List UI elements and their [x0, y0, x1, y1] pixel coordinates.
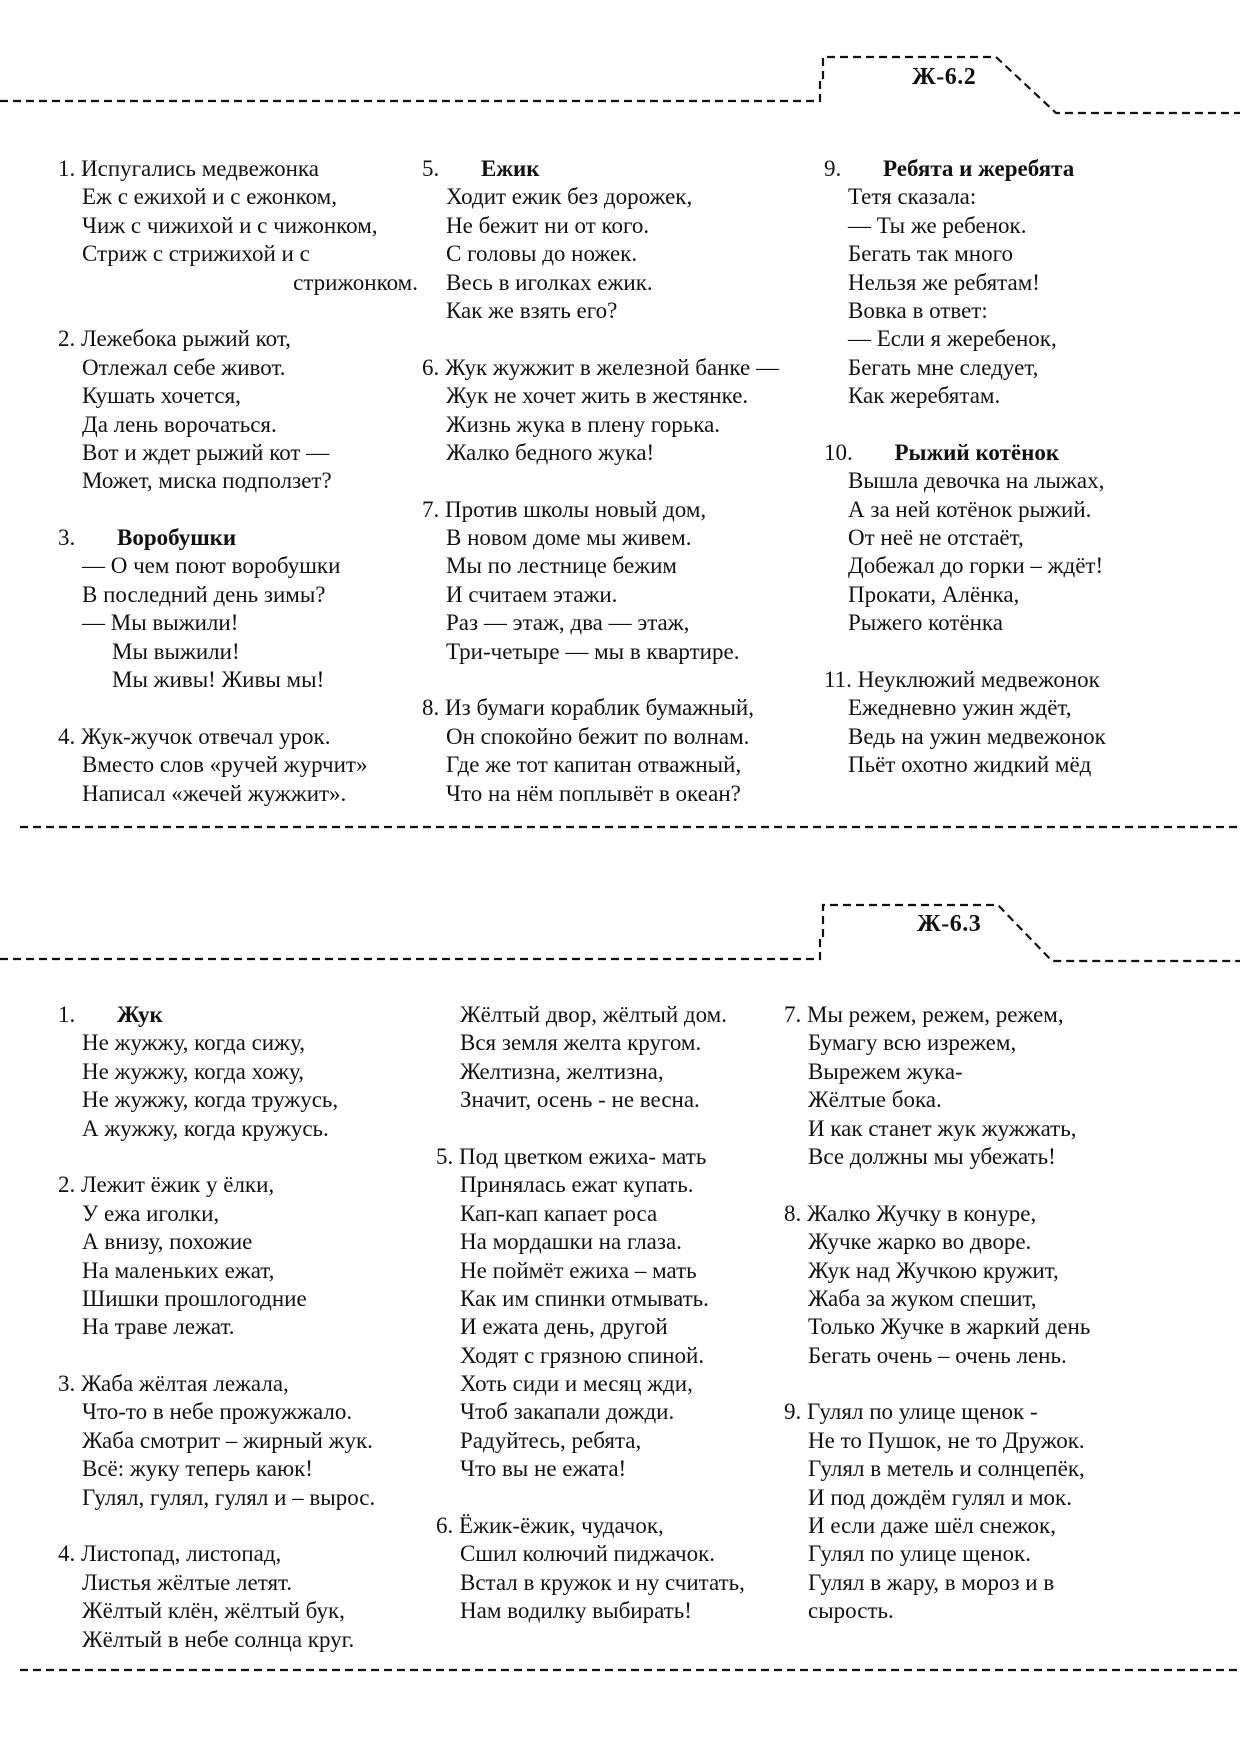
poem-line: Прокати, Алёнка, — [848, 581, 1020, 607]
poem-line: Отлежал себе живот. — [82, 354, 286, 380]
poem-line: Раз — этаж, два — этаж, — [446, 610, 690, 636]
poem-line: Шишки прошлогодние — [82, 1285, 307, 1311]
poem-line: Да лень ворочаться. — [82, 411, 277, 437]
poem-line: Гулял в метель и солнцепёк, — [808, 1456, 1085, 1482]
poem-first-row — [58, 1370, 438, 1398]
column-3 — [784, 1001, 1224, 1654]
poem-title: Рыжий котёнок — [894, 439, 1060, 465]
poem-line: Лежит ёжик у ёлки, — [81, 1172, 275, 1198]
poem-line: А за ней котёнок рыжий. — [848, 496, 1092, 522]
poem-line: Нам водилку выбирать! — [460, 1598, 692, 1624]
poem-line: Бегать мне следует, — [848, 354, 1039, 380]
poem-number: 9. — [784, 1399, 802, 1425]
poem-line-row — [58, 1427, 438, 1455]
poem-line: Жаба за жуком спешит, — [808, 1285, 1037, 1311]
poem-line: Пьёт охотно жидкий мёд — [848, 752, 1092, 778]
poem-line-row — [58, 1398, 438, 1426]
poem-line: С головы до ножек. — [446, 241, 638, 267]
poem-line: Листья жёлтые летят. — [82, 1569, 293, 1595]
poem-line: Что вы не ежата! — [460, 1456, 627, 1482]
poem-line: Гулял, гулял, гулял и – вырос. — [82, 1484, 376, 1510]
poem-line: Встал в кружок и ну считать, — [460, 1569, 745, 1595]
poem-line: У ежа иголки, — [82, 1200, 220, 1226]
poem-line-row — [58, 1313, 438, 1341]
poem-number: 6. — [422, 354, 440, 380]
poem-title: Ребята и жеребята — [883, 156, 1075, 181]
poem-line-row — [436, 1200, 816, 1228]
poem-line: Чиж с чижихой и с чижонком, — [82, 212, 378, 238]
poem-line-row — [436, 1313, 816, 1341]
poem-number: 5. — [422, 156, 440, 181]
poem-line-row — [436, 1228, 816, 1256]
poem-line: Гулял в жару, в мороз и в — [808, 1569, 1055, 1595]
poem-line: А жужжу, когда кружусь. — [82, 1115, 329, 1141]
poem-line-row — [58, 1626, 438, 1654]
poem-line: Бегать очень – очень лень. — [808, 1342, 1067, 1368]
poem-line: Жаба смотрит – жирный жук. — [82, 1427, 373, 1453]
poem-line: Жёлтый клён, жёлтый бук, — [82, 1598, 345, 1624]
poem-line: — Мы выжили! — [82, 610, 239, 636]
poem — [436, 1001, 816, 1115]
poem-line: Нельзя же ребятам! — [848, 269, 1040, 295]
poem-line: Стриж с стрижихой и с — [82, 241, 310, 267]
poem-line: Жаба жёлтая лежала, — [81, 1371, 289, 1397]
poem-first-row — [436, 1001, 816, 1029]
poem-first-row — [784, 1200, 1224, 1228]
poem-line: На траве лежат. — [82, 1314, 235, 1340]
poem-line: Кап-кап капает роса — [460, 1200, 658, 1226]
poem-line: Ёжик-ёжик, чудачок, — [459, 1513, 664, 1539]
poem-number: 7. — [784, 1002, 802, 1027]
poem-line: Всё: жуку теперь каюк! — [82, 1456, 313, 1482]
poem-line: Жучке жарко во дворе. — [808, 1229, 1032, 1255]
poem-line: Жёлтый в небе солнца круг. — [82, 1626, 355, 1652]
poem-number: 8. — [784, 1200, 802, 1226]
poem-number: 10. — [824, 439, 853, 465]
poem-line: Мы живы! Живы мы! — [112, 667, 325, 693]
poem-number: 5. — [436, 1143, 454, 1169]
poem-first-row — [436, 1143, 816, 1171]
poem-number: 3. — [58, 1371, 76, 1397]
poem-line: Неуклюжий медвежонок — [857, 667, 1100, 693]
poem-line-row — [784, 1029, 1224, 1057]
poem-line-row — [58, 1285, 438, 1313]
poem-line: Гулял по улице щенок. — [808, 1541, 1031, 1567]
poem-line-row — [784, 1086, 1224, 1114]
poem-line: Не жужжу, когда хожу, — [82, 1058, 304, 1084]
poem-line: Жалко бедного жука! — [446, 439, 655, 465]
poem-line: Три-четыре — мы в квартире. — [446, 638, 740, 664]
card-code: Ж-6.2 — [912, 64, 977, 90]
poem-first-row — [58, 1001, 438, 1029]
poem-line: Жук-жучок отвечал урок. — [81, 723, 331, 749]
poem-line-row — [784, 1342, 1224, 1370]
poem-line: На маленьких ежат, — [82, 1257, 275, 1283]
poem-line: Рыжего котёнка — [848, 610, 1003, 636]
poem-title: Жук — [117, 1002, 163, 1027]
poem-line-row — [436, 1086, 816, 1114]
poem-first-row — [58, 1171, 438, 1199]
poem-line-row — [58, 1115, 438, 1143]
poem-line: — Ты же ребенок. — [848, 212, 1027, 238]
poem-line-row — [784, 1143, 1224, 1171]
poem-first-row — [58, 1540, 438, 1568]
poem-title: Ежик — [481, 156, 540, 181]
poem-line: Листопад, листопад, — [81, 1541, 282, 1567]
poem-number: 11. — [824, 667, 852, 693]
poem-line: Может, миска подползет? — [82, 468, 332, 494]
poem-line: И как станет жук жужжать, — [808, 1115, 1077, 1141]
poem-line-row — [784, 1285, 1224, 1313]
poem-line: Лежебока рыжий кот, — [81, 326, 291, 352]
card-code: Ж-6.3 — [917, 911, 982, 937]
poem-line: Весь в иголках ежик. — [446, 269, 653, 295]
poem-number: 1. — [58, 1002, 76, 1027]
poem-line: И ежата день, другой — [460, 1314, 668, 1340]
poem-line: Как им спинки отмывать. — [460, 1285, 709, 1311]
poem-line-row — [58, 1484, 438, 1512]
poem-number: 8. — [422, 695, 440, 721]
card-bottom-dashed-rule — [0, 1667, 1240, 1673]
poem-line: Жук не хочет жить в жестянке. — [446, 383, 749, 409]
poem-line-row — [436, 1058, 816, 1086]
poem-line-row — [436, 1342, 816, 1370]
poem-number: 6. — [436, 1513, 454, 1539]
poem-line: Ходят с грязною спиной. — [460, 1342, 705, 1368]
poem-line: В новом доме мы живем. — [446, 525, 692, 551]
poem-line: Кушать хочется, — [82, 383, 241, 409]
poem-line: Все должны мы убежать! — [808, 1143, 1056, 1169]
poem-line: Сшил колючий пиджачок. — [460, 1541, 715, 1567]
poem-line: Ведь на ужин медвежонок — [848, 723, 1106, 749]
poem-line: Жизнь жука в плену горька. — [446, 411, 721, 437]
poem-line: Испугались медвежонка — [81, 156, 319, 181]
poem-line: Как жеребятам. — [848, 383, 1001, 409]
poem-line: Жёлтый двор, жёлтый дом. — [460, 1002, 727, 1027]
poem-line-row — [784, 1597, 1224, 1625]
poem-line: Ежедневно ужин ждёт, — [848, 695, 1072, 721]
poem-line: Вовка в ответ: — [848, 297, 988, 323]
poem-line: Не жужжу, когда тружусь, — [82, 1087, 339, 1113]
poem-line: Жалко Жучку в конуре, — [807, 1200, 1037, 1226]
poem-line: Из бумаги кораблик бумажный, — [445, 695, 754, 721]
poem-title: Воробушки — [117, 525, 237, 551]
poem-line-row — [436, 1285, 816, 1313]
poem-line-row — [784, 1313, 1224, 1341]
poem-line: От неё не отстаёт, — [848, 525, 1024, 551]
poem-line: Вырежем жука- — [808, 1058, 963, 1084]
poem-first-row — [784, 1001, 1224, 1029]
poem-number: 3. — [58, 525, 76, 551]
poem-line: Не поймёт ежиха – мать — [460, 1257, 697, 1283]
poem-line: Добежал до горки – ждёт! — [848, 553, 1104, 579]
poem-line-row — [784, 1228, 1224, 1256]
poem-line-row — [58, 1200, 438, 1228]
poem-line: — Если я жеребенок, — [848, 326, 1057, 352]
poem-line-row — [58, 1086, 438, 1114]
column-2 — [436, 1001, 816, 1654]
poem-number: 2. — [58, 1172, 76, 1198]
poem-line: Что на нём поплывёт в океан? — [446, 780, 741, 806]
poem-line: Жук жужжит в железной банке — — [445, 354, 779, 380]
poem-line-row — [784, 1455, 1224, 1483]
poem-line: Принялась ежат купать. — [460, 1172, 694, 1198]
poem-line: Против школы новый дом, — [445, 496, 707, 522]
poem-line-row — [58, 1257, 438, 1285]
poem-number: 9. — [824, 156, 842, 181]
poem-line-row — [436, 1427, 816, 1455]
poem — [58, 1370, 438, 1512]
poem-line: Вместо слов «ручей журчит» — [82, 752, 368, 778]
poem-line: Не то Пушок, не то Дружок. — [808, 1427, 1085, 1453]
poem-line: Бегать так много — [848, 241, 1013, 267]
poem-line: Как же взять его? — [446, 297, 618, 323]
poem-line-row — [436, 1370, 816, 1398]
poem — [784, 1398, 1224, 1625]
poem — [784, 1001, 1224, 1171]
poem-line: Только Жучке в жаркий день — [808, 1314, 1091, 1340]
poem-line: Жёлтые бока. — [808, 1087, 942, 1113]
poem — [436, 1512, 816, 1626]
poem-line-row — [58, 1569, 438, 1597]
column-1 — [58, 1001, 438, 1682]
poem-first-row — [436, 1512, 816, 1540]
poem-line-row — [784, 1427, 1224, 1455]
poem-line-row — [784, 1058, 1224, 1086]
poem-line-row — [58, 1058, 438, 1086]
poem-line-row — [58, 1455, 438, 1483]
poem-line: Бумагу всю изрежем, — [808, 1030, 1017, 1056]
poem-line: Под цветком ежиха- мать — [459, 1143, 707, 1169]
poem — [784, 1200, 1224, 1370]
poem-line: Мы по лестнице бежим — [446, 553, 677, 579]
poem-number: 4. — [58, 1541, 76, 1567]
poem-line: сырость. — [808, 1598, 894, 1624]
poem-line: Вот и ждет рыжий кот — — [82, 439, 330, 465]
poem-number: 2. — [58, 326, 76, 352]
poem-line: — О чем поют воробушки — [82, 553, 341, 579]
poem-line-row — [784, 1512, 1224, 1540]
poem-line-row — [436, 1569, 816, 1597]
poem-line-row — [436, 1171, 816, 1199]
poem-number: 1. — [58, 156, 76, 181]
poem-line: Хоть сиди и месяц жди, — [460, 1371, 693, 1397]
poem-line: И если даже шёл снежок, — [808, 1513, 1056, 1539]
poem-line-row — [436, 1597, 816, 1625]
poem — [58, 1171, 438, 1341]
poem-line: А внизу, похожие — [82, 1229, 253, 1255]
poem-line-row — [436, 1540, 816, 1568]
poem-line: В последний день зимы? — [82, 581, 326, 607]
poem-number: 4. — [58, 723, 76, 749]
poem-first-row — [784, 1398, 1224, 1426]
poem — [58, 1001, 438, 1143]
poem-line: Не жужжу, когда сижу, — [82, 1030, 305, 1056]
poem-line-row — [784, 1484, 1224, 1512]
poem-line: Радуйтесь, ребята, — [460, 1427, 642, 1453]
poem-number: 7. — [422, 496, 440, 522]
poem-line: Желтизна, желтизна, — [460, 1058, 664, 1084]
poem-line-row — [784, 1257, 1224, 1285]
poem-line-row — [58, 1597, 438, 1625]
poem-line: Где же тот капитан отважный, — [446, 752, 742, 778]
poem-line: Вышла девочка на лыжах, — [848, 468, 1105, 494]
poem-line: И под дождём гулял и мок. — [808, 1484, 1072, 1510]
poem-line: Он спокойно бежит по волнам. — [446, 723, 750, 749]
poem-line: Чтоб закапали дожди. — [460, 1399, 675, 1425]
poem-line: Вся земля желта кругом. — [460, 1030, 702, 1056]
poem-line-row — [436, 1257, 816, 1285]
poem-line: стрижонком. — [293, 269, 418, 295]
poem-line: Что-то в небе прожужжало. — [82, 1399, 353, 1425]
poem-line: И считаем этажи. — [446, 581, 618, 607]
poem-line: Тетя сказала: — [848, 184, 977, 210]
poem-line: Гулял по улице щенок - — [807, 1399, 1038, 1425]
poem-line-row — [436, 1455, 816, 1483]
poem-line-row — [436, 1398, 816, 1426]
poem-line: Не бежит ни от кого. — [446, 212, 650, 238]
poem-line: Написал «жечей жужжит». — [82, 780, 347, 806]
poem-line-row — [784, 1569, 1224, 1597]
poem-line-row — [784, 1115, 1224, 1143]
poem-line: На мордашки на глаза. — [460, 1229, 682, 1255]
poem — [58, 1540, 438, 1654]
poem-line: Мы выжили! — [112, 638, 240, 664]
poem-line-row — [436, 1029, 816, 1057]
poem-line-row — [58, 1029, 438, 1057]
poem-line-row — [58, 1228, 438, 1256]
poem-line-row — [784, 1540, 1224, 1568]
poem-line: Ходит ежик без дорожек, — [446, 184, 693, 210]
poem-line: Мы режем, режем, режем, — [807, 1002, 1064, 1027]
poem — [436, 1143, 816, 1484]
poem-line: Еж с ежихой и с ежонком, — [82, 184, 337, 210]
poem-line: Жук над Жучкою кружит, — [808, 1257, 1059, 1283]
poem-line: Значит, осень - не весна. — [460, 1087, 700, 1113]
